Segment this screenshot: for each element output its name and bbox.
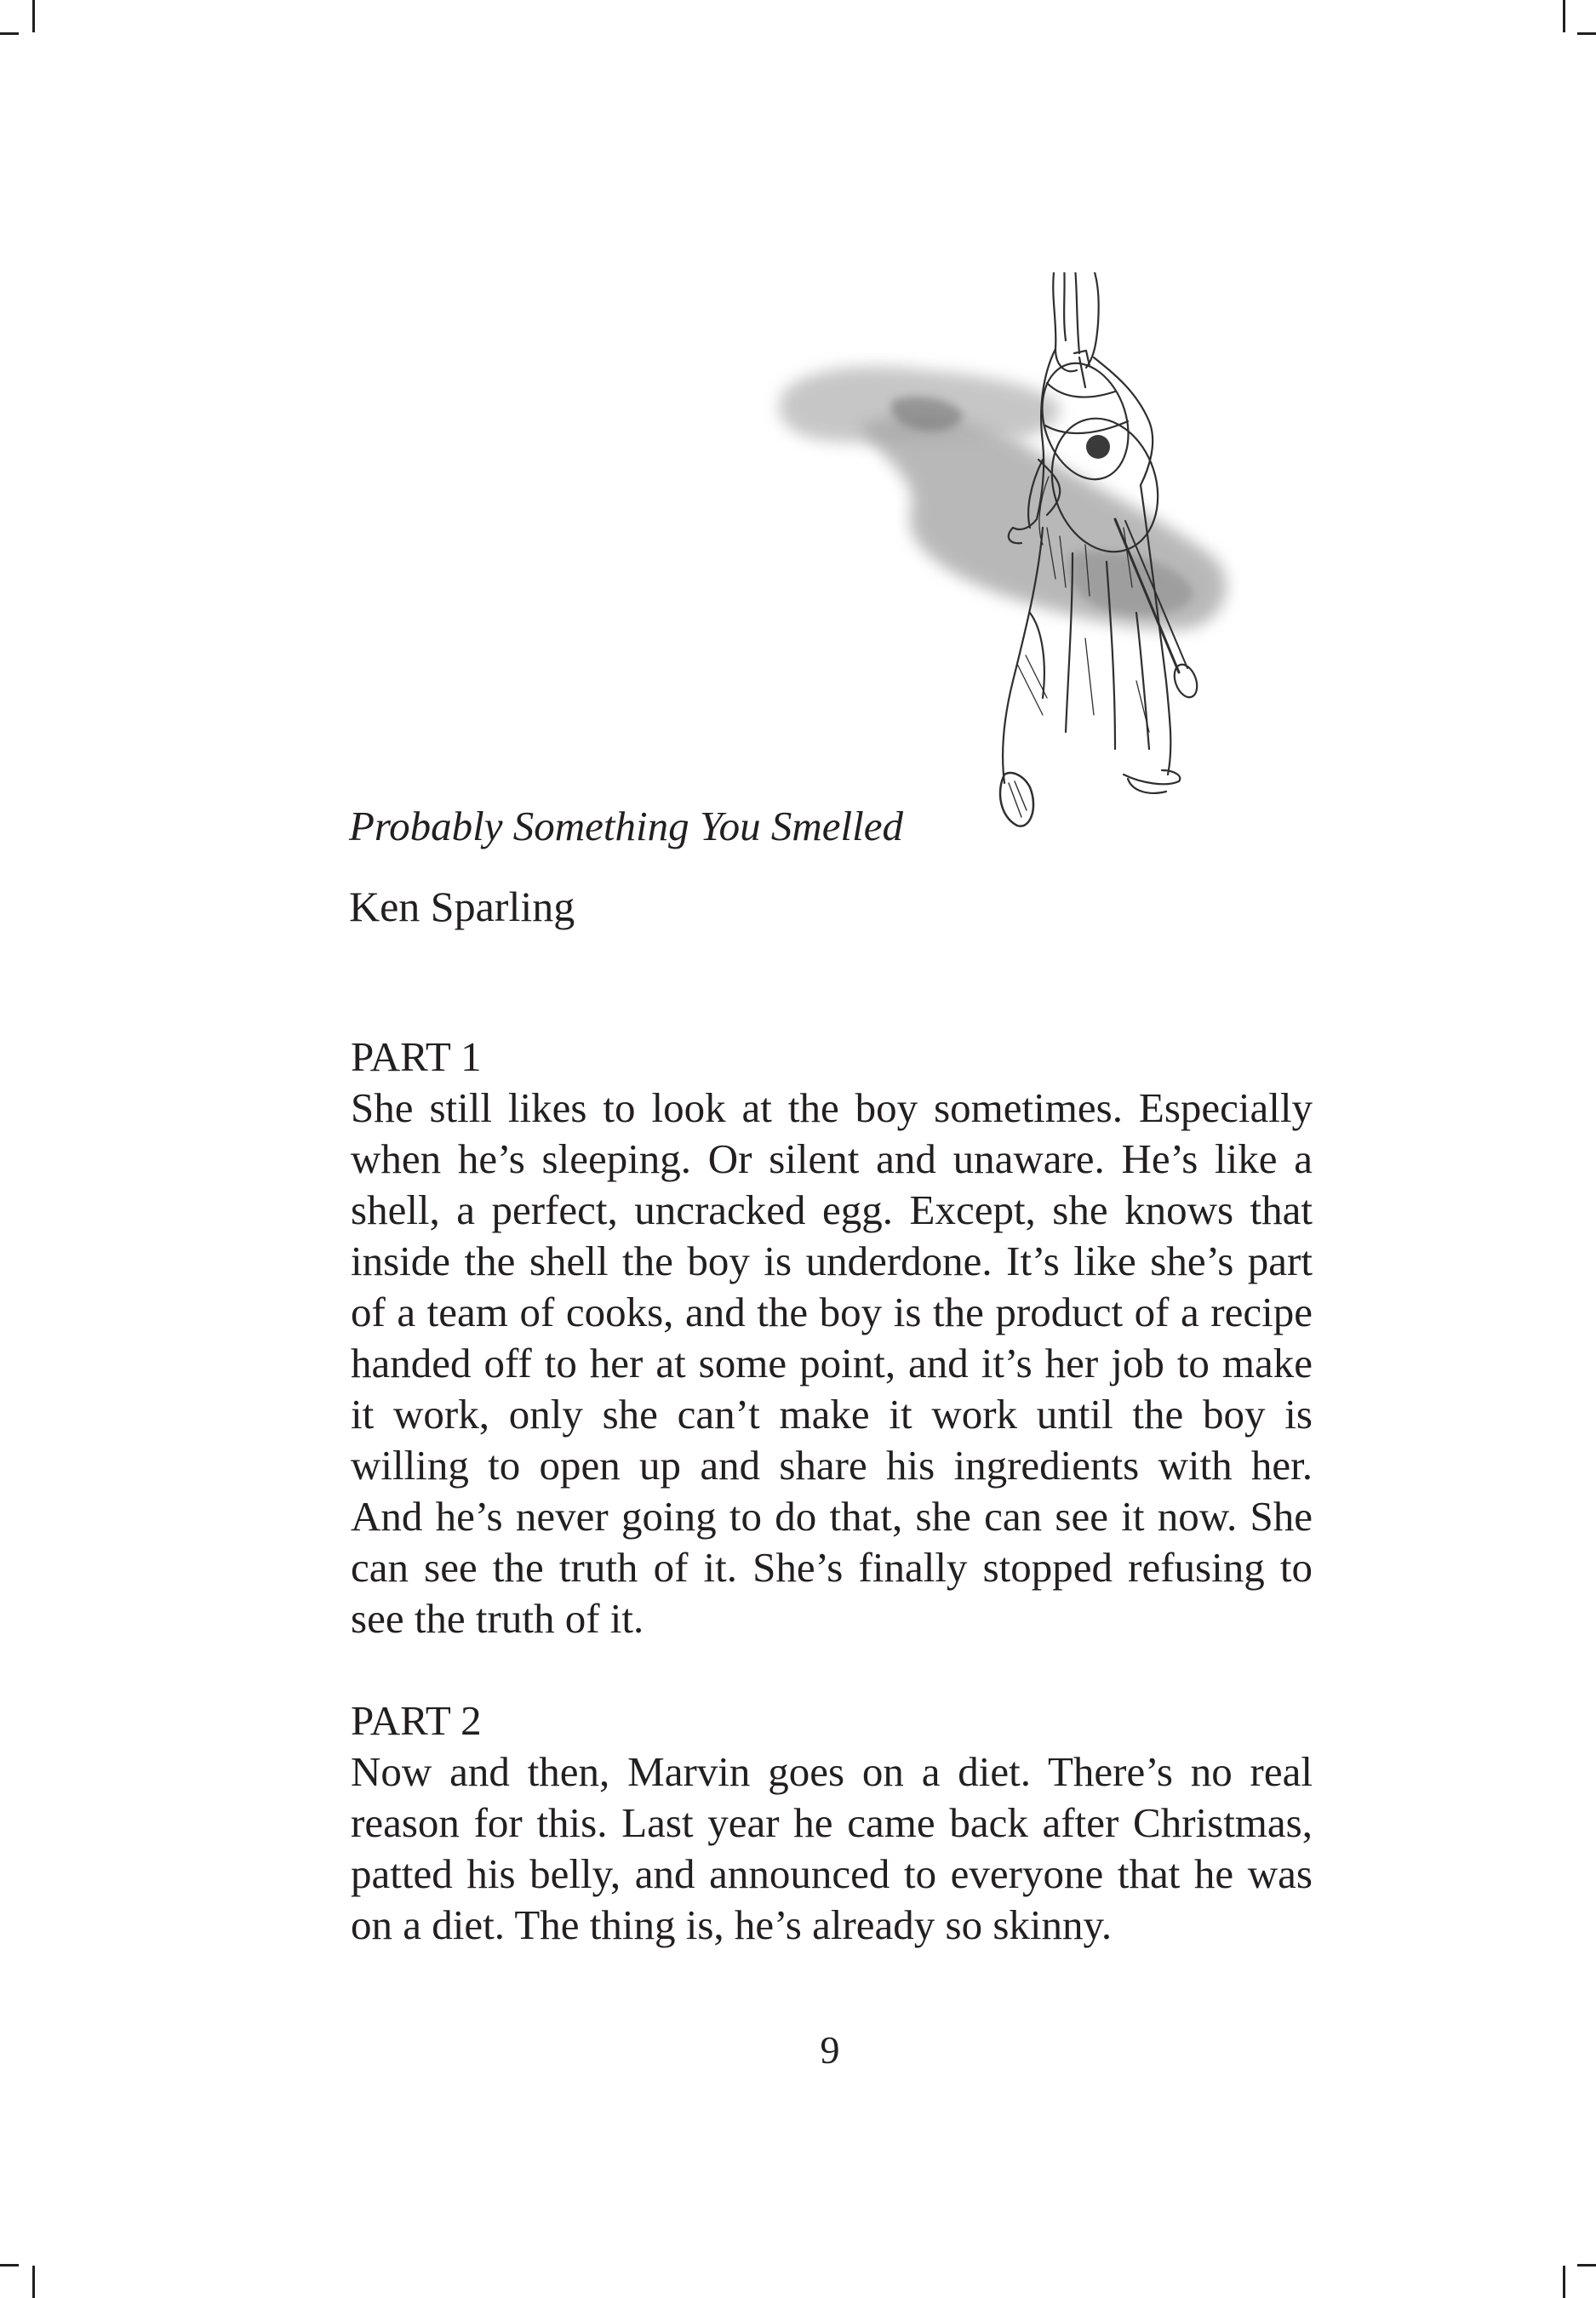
page-number: 9 (820, 2028, 840, 2072)
story-title: Probably Something You Smelled (349, 803, 904, 849)
author-name: Ken Sparling (349, 883, 575, 930)
crop-mark-bottom-left-v (32, 2266, 35, 2298)
crop-mark-top-right-v (1563, 0, 1565, 32)
crop-mark-bottom-right-h (1577, 2264, 1596, 2267)
part-1-section (351, 1032, 1313, 1644)
body-paragraph: She still likes to look at the boy sometimes. Especially when he’s sleeping. Or silent and unaware. He’s like a shell, a perfect, uncracked egg. Except, she knows that inside the shell the boy is underdone. It’s like she’s part of a team of cooks, and the boy is the product of a recipe handed off to her at some point, and it’s her job to make it work, only she can’t make it work until the boy is willing to open up and share his ingredients with her. And he’s never going to do that, she can see it now. She can see the truth of it. She’s finally stopped refusing to see the truth of it. (351, 1084, 1313, 1642)
part-heading: PART 2 (351, 1697, 482, 1744)
crop-mark-top-right-h (1577, 32, 1596, 35)
part-2-section (351, 1695, 1313, 1951)
crop-mark-bottom-left-h (0, 2264, 19, 2267)
body-paragraph: Now and then, Marvin goes on a diet. There’s no real reason for this. Last year he came back after Christmas, patted his belly, and announced to everyone that he was on a diet. The thing is, he’s already so skinny. (351, 1748, 1313, 1948)
crop-mark-top-left-v (32, 0, 35, 32)
ink-wash-shadow (779, 366, 1226, 630)
crop-mark-top-left-h (0, 32, 19, 35)
part-heading: PART 1 (351, 1033, 482, 1080)
figure-with-guitar-sketch-icon (749, 272, 1362, 953)
crop-mark-bottom-right-v (1563, 2266, 1565, 2298)
